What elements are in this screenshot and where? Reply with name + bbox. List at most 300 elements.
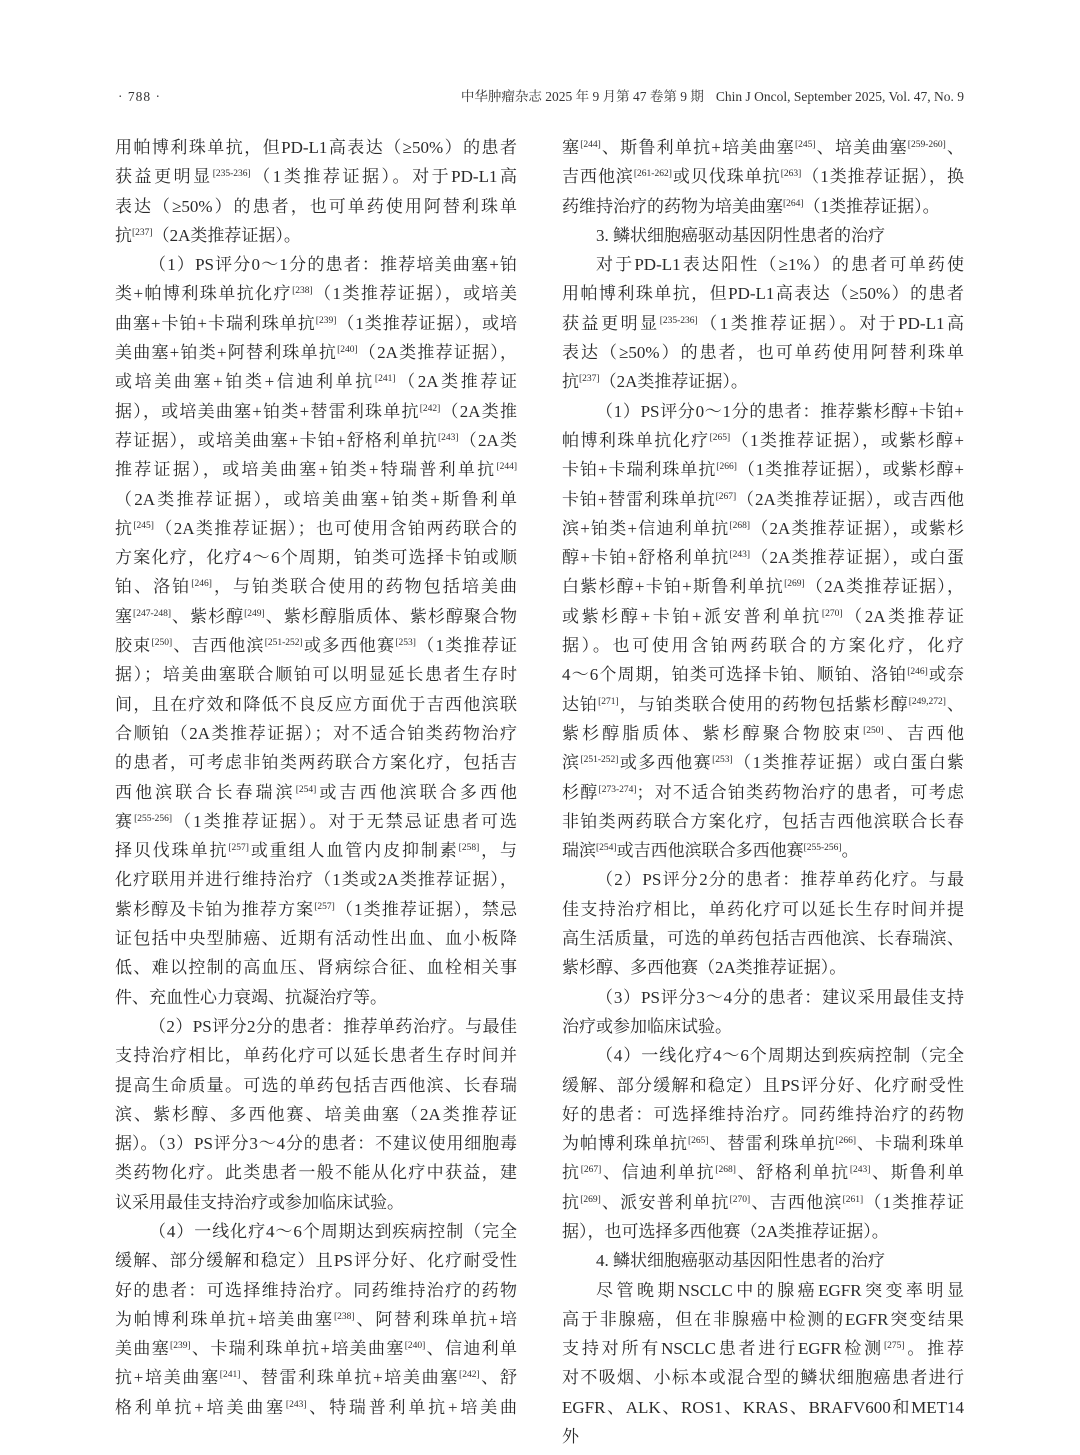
- paragraph: [115, 1217, 517, 1422]
- citation-ref: [254]: [295, 784, 317, 795]
- text-run: 西他滨联合长春瑞滨: [115, 782, 296, 802]
- text-run: 或培美曲塞+铂类+信迪利单抗: [115, 372, 375, 392]
- text-run: 据），或培美曲塞+铂类+替雷利珠单抗: [115, 401, 420, 421]
- text-run: 、斯鲁利单抗+培美曲塞: [600, 138, 795, 157]
- text-line: [115, 719, 517, 748]
- text-run: 、吉西他: [883, 723, 965, 743]
- text-run: 或奈: [927, 665, 965, 685]
- text-line: [115, 807, 517, 836]
- text-line: [562, 1158, 964, 1187]
- text-line: [562, 455, 964, 484]
- text-line: [562, 485, 964, 514]
- text-run: 好的患者：可选择维持治疗。同药维持治疗的药物: [115, 1280, 517, 1300]
- text-line: [115, 836, 517, 865]
- text-line: [562, 602, 964, 631]
- text-run: （2A类推荐证据），或白蛋: [750, 548, 964, 568]
- text-line: [562, 778, 964, 807]
- text-run: 据）；培美曲塞联合顺铂可以明显延长患者生存时: [115, 665, 517, 685]
- text-run: 醇+卡铂+舒格利单抗: [562, 548, 730, 568]
- citation-ref: [253]: [712, 755, 733, 766]
- citation-ref: [244]: [496, 462, 517, 473]
- citation-ref: [237]: [132, 227, 153, 238]
- text-run: 化疗联用并进行维持治疗（1类或2A类推荐证据），: [115, 870, 517, 890]
- text-run: 缓解、部分缓解和稳定）且PS评分好、化疗耐受性: [115, 1251, 517, 1271]
- text-run: 获益更明显: [115, 167, 213, 187]
- text-line: [115, 778, 517, 807]
- text-line: [562, 367, 964, 396]
- text-line: [115, 455, 517, 484]
- text-run: 胶束: [115, 636, 152, 656]
- citation-ref: [257]: [314, 901, 335, 912]
- text-run: （2A类推荐证据），: [357, 343, 517, 363]
- paragraph: [562, 1041, 964, 1246]
- citation-ref: [270]: [729, 1194, 751, 1205]
- text-run: 、紫杉醇脂质体、紫杉醇聚合物: [264, 606, 518, 626]
- text-run: 推荐证据），或培美曲塞+铂类+特瑞普利单抗: [115, 460, 497, 480]
- text-line: [562, 1217, 964, 1246]
- text-run: 卡铂+替雷利珠单抗: [562, 489, 716, 509]
- text-line: [115, 1276, 517, 1305]
- text-line: [562, 1071, 964, 1100]
- text-line: [115, 221, 517, 250]
- text-run: 好的患者：可选择维持治疗。同药维持治疗的药物: [562, 1104, 964, 1124]
- text-run: 合顺铂（2A类推荐证据）；对不适合铂类药物治疗: [115, 723, 517, 743]
- paragraph: [562, 133, 964, 221]
- text-run: 对于PD-L1表达阳性（≥1%）的患者可单药使: [596, 255, 964, 275]
- text-run: （2A类推荐证据）；也可使用含铂两药联合的: [153, 518, 517, 538]
- text-run: 为帕博利珠单抗: [562, 1134, 688, 1154]
- text-run: 帕博利珠单抗化疗: [562, 430, 710, 450]
- text-run: 或多西他赛: [302, 636, 396, 656]
- citation-ref: [255-256]: [803, 843, 842, 854]
- text-line: [562, 807, 964, 836]
- text-run: 表达（≥50%）的患者，也可单药使用阿替利珠单: [115, 196, 517, 216]
- citation-ref: [275]: [883, 1341, 905, 1352]
- text-line: [115, 309, 517, 338]
- text-run: 、: [945, 694, 965, 714]
- text-line: [115, 1363, 517, 1392]
- text-line: [562, 1363, 964, 1392]
- text-line: [562, 953, 964, 982]
- text-run: （1类推荐证据）或白蛋白紫: [732, 753, 965, 773]
- citation-ref: [246]: [907, 667, 928, 678]
- text-line: [562, 514, 964, 543]
- text-run: 佳支持治疗相比，单药化疗可以延长生存时间并提: [562, 899, 964, 919]
- text-line: [115, 133, 517, 162]
- text-run: 非铂类两药联合方案化疗，包括吉西他滨联合长春: [562, 811, 964, 831]
- citation-ref: [243]: [437, 432, 459, 443]
- text-run: 美曲塞+铂类+阿替利珠单抗: [115, 343, 338, 363]
- citation-ref: [250]: [863, 725, 884, 736]
- text-line: [562, 1129, 964, 1158]
- citation-ref: [242]: [459, 1370, 480, 1381]
- text-run: 、替雷利珠单抗: [708, 1134, 836, 1154]
- paragraph: [562, 1276, 965, 1447]
- text-line: [562, 1188, 964, 1217]
- text-run: 或吉西他滨联合多西他赛: [616, 841, 804, 861]
- text-run: 提高生命质量。可选的单药包括吉西他滨、长春瑞: [115, 1075, 517, 1095]
- citation-ref: [269]: [580, 1194, 601, 1205]
- text-line: [562, 162, 964, 191]
- citation-ref: [238]: [292, 286, 313, 297]
- text-line: [115, 1334, 517, 1363]
- text-run: 达铂: [562, 694, 599, 714]
- text-line: [562, 250, 964, 279]
- text-run: （2A类推荐证据），: [804, 577, 964, 597]
- text-run: 据），也可选择多西他赛（2A类推荐证据）。: [562, 1221, 889, 1241]
- text-line: [115, 748, 517, 777]
- text-run: （2）PS评分2分的患者：推荐单药治疗。与最佳: [149, 1016, 517, 1036]
- text-run: （1类推荐证: [863, 1192, 965, 1212]
- text-line: [562, 865, 964, 894]
- citation-ref: [235-236]: [659, 315, 698, 326]
- text-run: 抗: [115, 225, 132, 245]
- citation-ref: [249]: [244, 608, 265, 619]
- text-run: 对不吸烟、小标本或混合型的鳞状细胞癌患者进行: [562, 1368, 964, 1388]
- text-run: 、派安普利单抗: [600, 1192, 730, 1212]
- text-run: 紫杉醇脂质体、紫杉醇聚合物胶束: [562, 723, 864, 743]
- text-run: （2A类推荐证据），或紫杉: [750, 518, 964, 538]
- text-run: （2A类推荐证据）。: [152, 225, 301, 245]
- text-run: （1类推荐证据），或紫杉醇+: [730, 430, 964, 450]
- text-line: [562, 1334, 964, 1363]
- running-header: [115, 87, 964, 107]
- citation-ref: [261]: [842, 1194, 864, 1205]
- citation-ref: [243]: [285, 1399, 307, 1410]
- heading-text: 4. 鳞状细胞癌驱动基因阳性患者的治疗: [596, 1251, 885, 1271]
- text-run: 抗: [562, 1163, 581, 1183]
- text-line: [115, 485, 517, 514]
- text-run: 或重组人血管内皮抑制素: [248, 841, 459, 861]
- citation-ref: [239]: [170, 1341, 191, 1352]
- text-line: [562, 895, 964, 924]
- text-run: （1）PS评分0～1分的患者：推荐培美曲塞+铂: [149, 255, 517, 275]
- text-run: 或多西他赛: [618, 753, 713, 773]
- text-line: [562, 836, 964, 865]
- citation-ref: [253]: [395, 638, 416, 649]
- text-line: [562, 133, 964, 162]
- page-number: · 788 ·: [118, 89, 161, 104]
- text-run: 荐证据），或培美曲塞+卡铂+舒格利单抗: [115, 430, 438, 450]
- paragraph: [115, 1129, 517, 1217]
- citation-ref: [251-252]: [580, 755, 619, 766]
- text-run: 药维持治疗的药物为培美曲塞: [562, 196, 783, 216]
- text-run: （3）PS评分3～4分的患者：建议采用最佳支持: [596, 987, 964, 1007]
- text-line: [115, 1012, 517, 1041]
- citation-ref: [264]: [783, 198, 804, 209]
- text-run: 为帕博利珠单抗+培美曲塞: [115, 1309, 335, 1329]
- left-column: [115, 133, 517, 1422]
- text-line: [115, 1305, 517, 1334]
- text-run: （1类推荐证: [415, 636, 518, 656]
- text-run: 、阿替利珠单抗+培: [354, 1309, 517, 1329]
- text-run: （2A类推: [440, 401, 517, 421]
- text-run: 、信迪利单: [425, 1339, 518, 1359]
- citation-ref: [266]: [716, 462, 737, 473]
- text-line: [115, 367, 517, 396]
- text-run: 4～6个周期，铂类可选择卡铂、顺铂、洛铂: [562, 665, 908, 685]
- text-run: 、特瑞普利单抗+培美曲: [306, 1397, 518, 1417]
- text-line: [562, 1041, 964, 1070]
- text-run: （1类推荐证据），或培: [336, 313, 517, 333]
- text-run: （1类推荐证据），禁忌: [334, 899, 518, 919]
- paragraph: [115, 133, 517, 250]
- text-run: 滨+铂类+信迪利单抗: [562, 518, 730, 538]
- citation-ref: [261-262]: [633, 169, 672, 180]
- text-line: [562, 1100, 964, 1129]
- text-line: [115, 865, 517, 894]
- text-run: 抗: [562, 372, 579, 392]
- text-run: （4）一线化疗4～6个周期达到疾病控制（完全: [596, 1046, 964, 1066]
- text-run: 表达（≥50%）的患者，也可单药使用阿替利珠单: [562, 343, 964, 363]
- citation-ref: [235-236]: [212, 169, 251, 180]
- citation-ref: [268]: [729, 520, 751, 531]
- text-line: [115, 1188, 517, 1217]
- text-run: 、卡瑞利珠单抗+培美曲塞: [190, 1339, 405, 1359]
- text-line: [562, 690, 964, 719]
- text-line: [115, 572, 517, 601]
- text-run: 缓解、部分缓解和稳定）且PS评分好、化疗耐受性: [562, 1075, 964, 1095]
- text-run: 低、难以控制的高血压、肾病综合征、血栓相关事: [115, 958, 517, 978]
- text-line: [115, 983, 517, 1012]
- text-run: 据）。也可使用含铂两药联合的方案化疗，化疗: [562, 636, 964, 656]
- text-line: [562, 1012, 964, 1041]
- text-run: 。推荐: [904, 1339, 965, 1359]
- citation-ref: [245]: [133, 520, 154, 531]
- text-run: （1类推荐证据）。对于无禁忌证患者可选: [172, 811, 518, 831]
- text-line: [562, 660, 964, 689]
- text-run: 或贝伐珠单抗: [671, 167, 781, 187]
- text-run: 。: [841, 841, 859, 861]
- paragraph: [562, 865, 964, 982]
- citation-ref: [238]: [334, 1311, 355, 1322]
- text-line: [562, 572, 964, 601]
- text-run: 择贝伐珠单抗: [115, 841, 229, 861]
- text-run: 、吉西他滨: [172, 636, 265, 656]
- text-line: [115, 1158, 517, 1187]
- text-run: 用帕博利珠单抗，但PD-L1高表达（≥50%）的患者: [562, 284, 964, 304]
- text-run: 尽管晚期NSCLC中的腺癌EGFR突变率明显: [596, 1280, 964, 1300]
- text-run: ，与铂类联合使用的药物包括培美曲: [211, 577, 518, 597]
- text-run: 抗+培美曲塞: [115, 1368, 220, 1388]
- text-line: [562, 192, 964, 221]
- text-run: （1）PS评分0～1分的患者：推荐紫杉醇+卡铂+: [596, 401, 964, 421]
- text-line: [115, 338, 517, 367]
- text-line: [562, 309, 964, 338]
- text-line: [115, 250, 517, 279]
- text-line: [562, 1276, 964, 1305]
- text-run: 杉醇: [562, 782, 599, 802]
- citation-ref: [245]: [794, 140, 816, 150]
- text-run: 白紫杉醇+卡铂+斯鲁利单抗: [562, 577, 785, 597]
- text-run: （2）PS评分2分的患者：推荐单药化疗。与最: [596, 870, 964, 890]
- text-line: [115, 1071, 517, 1100]
- text-line: [115, 1217, 517, 1246]
- text-run: 、培美曲塞: [815, 138, 908, 157]
- text-run: （1类推荐证据），或紫杉醇+: [736, 460, 964, 480]
- text-line: [115, 660, 517, 689]
- text-run: 曲塞+卡铂+卡瑞利珠单抗: [115, 313, 316, 333]
- text-run: 抗: [115, 518, 134, 538]
- text-run: 治疗或参加临床试验。: [562, 1016, 732, 1036]
- citation-ref: [263]: [780, 169, 802, 180]
- text-line: [115, 1393, 517, 1422]
- text-run: 或吉西他滨联合多西他: [316, 782, 518, 802]
- citation-ref: [251-252]: [264, 638, 303, 649]
- text-line: [562, 748, 964, 777]
- text-run: 、替雷利珠单抗+培美曲塞: [240, 1368, 460, 1388]
- text-run: （1类推荐证据）。: [803, 196, 940, 216]
- text-line: [562, 719, 964, 748]
- text-run: （1类推荐证据），或培美: [312, 284, 518, 304]
- text-run: 滨: [562, 753, 581, 773]
- text-run: 紫杉醇及卡铂为推荐方案: [115, 899, 315, 919]
- text-run: 瑞滨: [562, 841, 596, 861]
- text-run: （2A类: [458, 430, 517, 450]
- text-line: [115, 162, 517, 191]
- text-run: （2A类推荐证: [395, 372, 517, 392]
- text-run: （1类推荐证据），换: [801, 167, 965, 187]
- citation-ref: [267]: [580, 1165, 602, 1176]
- citation-ref: [267]: [715, 491, 737, 502]
- text-run: 美曲塞: [115, 1339, 171, 1359]
- text-line: [562, 1305, 964, 1334]
- text-run: 支持对所有NSCLC患者进行EGFR检测: [562, 1339, 884, 1359]
- text-run: （3）PS评分3～4分的患者：不建议使用细胞毒: [149, 1134, 517, 1154]
- text-run: （4）一线化疗4～6个周期达到疾病控制（完全: [149, 1221, 517, 1241]
- text-line: [115, 1041, 517, 1070]
- text-line: [115, 543, 517, 572]
- citation-ref: [239]: [315, 315, 337, 326]
- citation-ref: [237]: [579, 374, 600, 385]
- text-run: 证包括中央型肺癌、近期有活动性出血、血小板降: [115, 929, 517, 949]
- text-line: [562, 983, 964, 1012]
- text-run: 塞: [115, 606, 134, 626]
- text-line: [115, 602, 517, 631]
- text-run: （2A类推荐证据），或吉西他: [736, 489, 964, 509]
- text-run: 卡铂+卡瑞利珠单抗: [562, 460, 717, 480]
- text-run: 高于非腺癌，但在非腺癌中检测的EGFR突变结果: [562, 1309, 964, 1329]
- text-line: [115, 924, 517, 953]
- text-run: 、卡瑞利珠单: [856, 1134, 965, 1154]
- text-run: 赛: [115, 811, 135, 831]
- right-column: [562, 133, 965, 1447]
- text-line: [562, 279, 964, 308]
- text-run: 件、充血性心力衰竭、抗凝治疗等。: [115, 987, 387, 1007]
- text-run: ，与: [479, 841, 518, 861]
- citation-ref: [240]: [337, 345, 358, 356]
- text-run: 类+帕博利珠单抗化疗: [115, 284, 293, 304]
- text-line: [115, 1246, 517, 1275]
- text-run: ；对不适合铂类药物治疗的患者，可考虑: [636, 782, 965, 802]
- citation-ref: [265]: [709, 432, 731, 443]
- text-line: [562, 543, 964, 572]
- text-run: 用帕博利珠单抗，但PD-L1高表达（≥50%）的患者: [115, 138, 517, 157]
- citation-ref: [241]: [219, 1370, 241, 1381]
- text-run: 、舒格利单抗: [735, 1163, 850, 1183]
- paragraph: [562, 983, 964, 1042]
- citation-ref: [273-274]: [598, 784, 637, 795]
- citation-ref: [269]: [784, 579, 805, 590]
- text-run: 类药物化疗。此类患者一般不能从化疗中获益，建: [115, 1163, 517, 1183]
- text-run: （1类推荐证据）。对于PD-L1高: [250, 167, 517, 187]
- text-run: 支持治疗相比，单药化疗可以延长患者生存时间并: [115, 1046, 517, 1066]
- text-line: [562, 924, 964, 953]
- citation-ref: [254]: [596, 843, 617, 854]
- text-run: 、紫杉醇: [171, 606, 245, 626]
- citation-ref: [243]: [729, 550, 751, 561]
- citation-ref: [243]: [849, 1165, 871, 1176]
- text-line: [115, 192, 517, 221]
- text-run: 或紫杉醇+卡铂+派安普利单抗: [562, 606, 822, 626]
- text-line: [115, 895, 517, 924]
- citation-ref: [268]: [715, 1165, 736, 1176]
- text-line: [562, 1246, 964, 1275]
- text-run: 高生活质量，可选的单药包括吉西他滨、长春瑞滨、: [562, 929, 964, 949]
- text-run: （2A类推荐证据），或培美曲塞+铂类+斯鲁利单: [115, 489, 517, 509]
- text-run: （1类推荐证据）。对于PD-L1高: [697, 313, 964, 333]
- text-run: 抗: [562, 1192, 581, 1212]
- text-run: 铂、洛铂: [115, 577, 192, 597]
- citation-ref: [259-260]: [907, 140, 946, 150]
- journal-citation-cn: 中华肿瘤杂志 2025 年 9 月第 47 卷第 9 期: [460, 89, 704, 104]
- text-line: [115, 953, 517, 982]
- citation-ref: [257]: [228, 843, 249, 854]
- section-heading: [562, 1246, 964, 1275]
- text-run: 方案化疗，化疗4～6个周期，铂类可选择卡铂或顺: [115, 548, 517, 568]
- citation-ref: [250]: [151, 638, 173, 649]
- citation-ref: [255-256]: [134, 813, 173, 824]
- text-run: 、舒: [479, 1368, 518, 1388]
- text-run: 、吉西他滨: [750, 1192, 843, 1212]
- citation-ref: [258]: [458, 843, 480, 854]
- text-run: 格利单抗+培美曲塞: [115, 1397, 286, 1417]
- text-line: [115, 1129, 517, 1158]
- text-run: 塞: [562, 138, 581, 157]
- citation-ref: [242]: [419, 403, 441, 414]
- text-run: （2A类推荐证据）。: [599, 372, 748, 392]
- paragraph: [115, 250, 517, 1012]
- paragraph: [562, 250, 964, 396]
- paragraph: [562, 397, 964, 866]
- citation-ref: [271]: [598, 696, 619, 707]
- text-run: （2A类推荐证: [842, 606, 964, 626]
- citation-ref: [241]: [374, 374, 396, 385]
- text-run: 吉西他滨: [562, 167, 634, 187]
- text-run: 议采用最佳支持治疗或参加临床试验。: [115, 1192, 404, 1212]
- citation-ref: [266]: [835, 1136, 857, 1147]
- citation-ref: [249,272]: [908, 696, 946, 707]
- text-run: 的患者，可考虑非铂类两药联合方案化疗，包括吉: [115, 753, 517, 773]
- journal-citation-en: Chin J Oncol, September 2025, Vol. 47, No. 9: [715, 89, 964, 104]
- section-heading: [562, 221, 964, 250]
- text-run: ，与铂类联合使用的药物包括紫杉醇: [618, 694, 909, 714]
- text-line: [562, 397, 964, 426]
- text-line: [115, 426, 517, 455]
- text-line: [115, 397, 517, 426]
- text-run: 、斯鲁利单: [870, 1163, 965, 1183]
- text-line: [115, 690, 517, 719]
- text-run: 、: [945, 138, 965, 157]
- text-run: 、信迪利单抗: [601, 1163, 716, 1183]
- citation-ref: [265]: [687, 1136, 709, 1147]
- citation-ref: [240]: [404, 1341, 426, 1352]
- text-run: 滨、紫杉醇、多西他赛、培美曲塞（2A类推荐证据）。: [115, 1104, 517, 1154]
- text-line: [562, 426, 964, 455]
- text-line: [115, 514, 517, 543]
- text-run: EGFR、ALK、ROS1、KRAS、BRAFV600和MET14外: [562, 1397, 964, 1447]
- citation-ref: [244]: [580, 140, 601, 150]
